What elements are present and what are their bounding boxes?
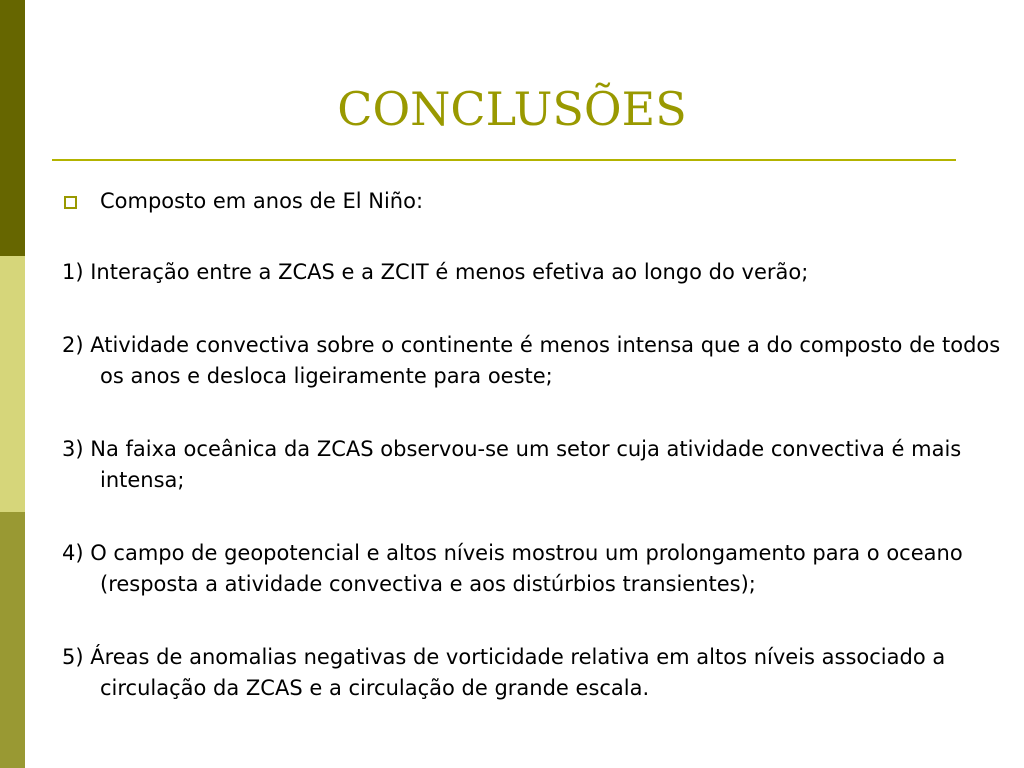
slide-body <box>62 186 1002 704</box>
conclusion-point-4: 4) O campo de geopotencial e altos níveis mostrou um prolongamento para o oceano (resposta a atividade convectiva e aos distúrbios transientes); <box>62 541 963 596</box>
conclusion-point-3: 3) Na faixa oceânica da ZCAS observou-se um setor cuja atividade convectiva é mais intensa; <box>62 437 962 492</box>
bullet-item <box>62 186 1002 217</box>
conclusion-point-1: 1) Interação entre a ZCAS e a ZCIT é menos efetiva ao longo do verão; <box>62 260 809 284</box>
conclusion-point-5: 5) Áreas de anomalias negativas de vorticidade relativa em altos níveis associado a circulação da ZCAS e a circulação de grande escala. <box>62 645 946 700</box>
sidebar-band-light <box>0 256 25 512</box>
title-divider <box>52 159 956 161</box>
sidebar-band-dark <box>0 0 25 256</box>
conclusion-point-2: 2) Atividade convectiva sobre o continente é menos intensa que a do composto de todos os anos e desloca ligeiramente para oeste; <box>62 333 1001 388</box>
hollow-square-bullet-icon <box>64 196 77 209</box>
bullet-text: Composto em anos de El Niño: <box>100 189 424 213</box>
sidebar-band-mid <box>0 512 25 768</box>
slide-title: CONCLUSÕES <box>337 82 687 136</box>
